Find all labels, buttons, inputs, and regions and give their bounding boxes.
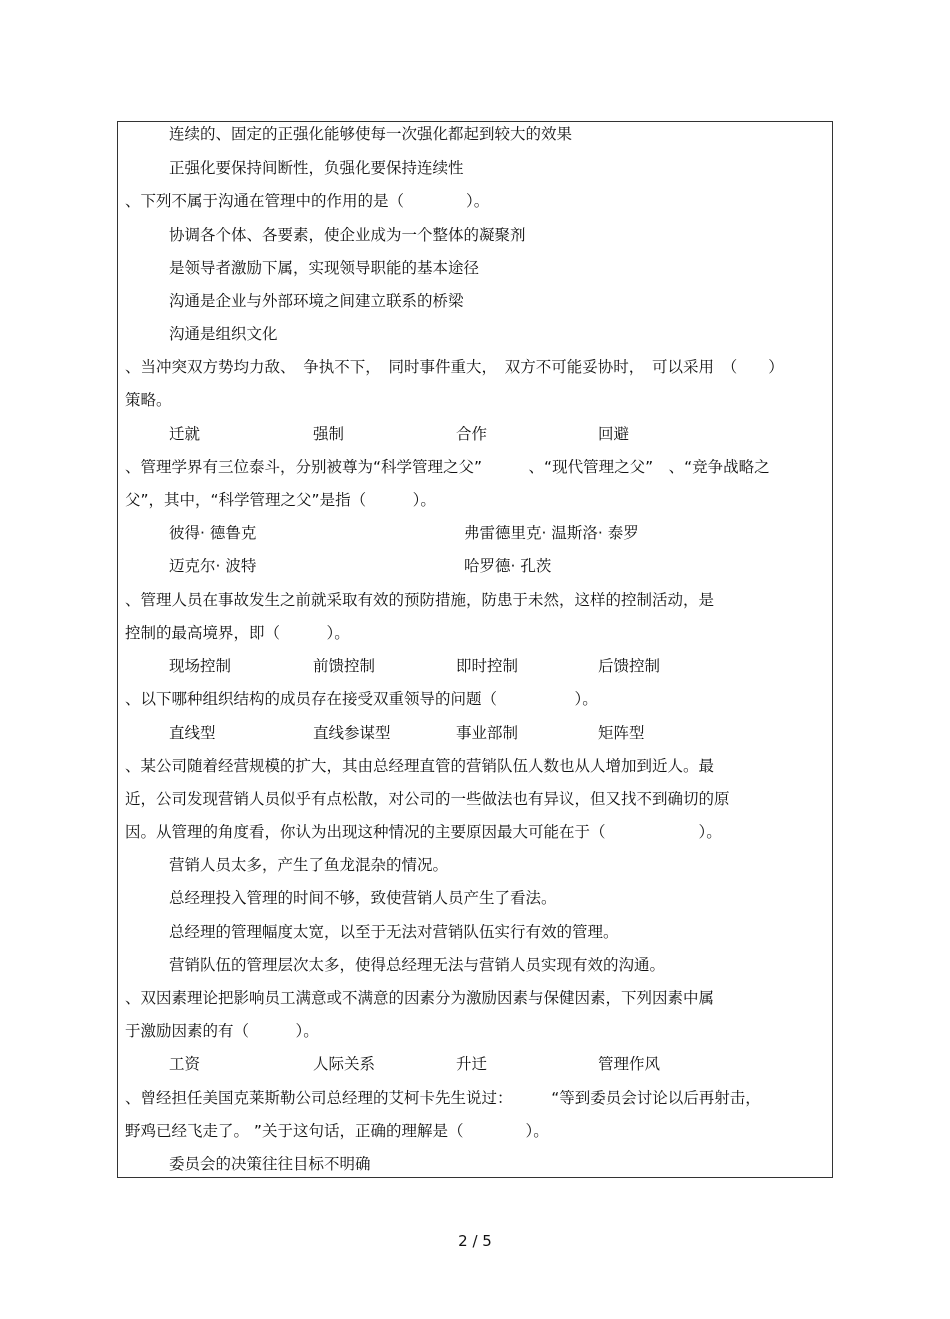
option-text: 正强化要保持间断性，负强化要保持连续性 bbox=[169, 159, 464, 177]
page-frame bbox=[117, 121, 833, 1178]
option-text: 回避 bbox=[598, 425, 630, 443]
option-text: 营销人员太多，产生了鱼龙混杂的情况。 bbox=[169, 856, 449, 874]
option-text: 委员会的决策往往目标不明确 bbox=[169, 1155, 371, 1173]
option-text: 营销队伍的管理层次太多，使得总经理无法与营销人员实现有效的沟通。 bbox=[169, 956, 666, 974]
option-text: 强制 bbox=[313, 425, 345, 443]
question-text: 、某公司随着经营规模的扩大，其由总经理直管的营销队伍人数也从人增加到近人。最 bbox=[125, 757, 715, 775]
option-text: 迈克尔· 波特 bbox=[169, 557, 257, 575]
question-text: 野鸡已经飞走了。 ”关于这句话，正确的理解是（ ）。 bbox=[125, 1122, 549, 1140]
question-text: 、下列不属于沟通在管理中的作用的是（ ）。 bbox=[125, 192, 490, 210]
option-text: 升迁 bbox=[456, 1055, 488, 1073]
question-text: 、以下哪种组织结构的成员存在接受双重领导的问题（ ）。 bbox=[125, 690, 598, 708]
question-text: 父”，其中，“科学管理之父”是指（ ）。 bbox=[125, 491, 436, 509]
option-text: 后馈控制 bbox=[598, 657, 661, 675]
option-text: 即时控制 bbox=[456, 657, 519, 675]
option-text: 总经理投入管理的时间不够，致使营销人员产生了看法。 bbox=[169, 889, 557, 907]
option-text: 直线型 bbox=[169, 724, 216, 742]
option-text: 总经理的管理幅度太宽，以至于无法对营销队伍实行有效的管理。 bbox=[169, 923, 619, 941]
option-text: 矩阵型 bbox=[598, 724, 645, 742]
question-text: 控制的最高境界，即（ ）。 bbox=[125, 624, 350, 642]
question-text: 、管理人员在事故发生之前就采取有效的预防措施，防患于未然，这样的控制活动，是 bbox=[125, 591, 715, 609]
option-text: 事业部制 bbox=[456, 724, 519, 742]
option-text: 工资 bbox=[169, 1055, 201, 1073]
page-number: 2 / 5 bbox=[458, 1232, 492, 1250]
question-text: 、双因素理论把影响员工满意或不满意的因素分为激励因素与保健因素，下列因素中属 bbox=[125, 989, 715, 1007]
question-text: 、当冲突双方势均力敌、 争执不下， 同时事件重大， 双方不可能妥协时， 可以采用 （ ） bbox=[125, 358, 784, 376]
option-text: 弗雷德里克· 温斯洛· 泰罗 bbox=[464, 524, 639, 542]
question-text: 策略。 bbox=[125, 391, 172, 409]
question-text: 于激励因素的有（ ）。 bbox=[125, 1022, 319, 1040]
option-text: 合作 bbox=[456, 425, 488, 443]
option-text: 是领导者激励下属，实现领导职能的基本途径 bbox=[169, 259, 480, 277]
option-text: 现场控制 bbox=[169, 657, 232, 675]
question-text: 近，公司发现营销人员似乎有点松散，对公司的一些做法也有异议，但又找不到确切的原 bbox=[125, 790, 730, 808]
question-text: 因。从管理的角度看，你认为出现这种情况的主要原因最大可能在于（ ）。 bbox=[125, 823, 722, 841]
option-text: 人际关系 bbox=[313, 1055, 376, 1073]
option-text: 沟通是组织文化 bbox=[169, 325, 278, 343]
option-text: 协调各个体、各要素，使企业成为一个整体的凝聚剂 bbox=[169, 226, 526, 244]
option-text: 彼得· 德鲁克 bbox=[169, 524, 257, 542]
question-text: 、曾经担任美国克莱斯勒公司总经理的艾柯卡先生说过： “等到委员会讨论以后再射击， bbox=[125, 1089, 761, 1107]
option-text: 迁就 bbox=[169, 425, 201, 443]
option-text: 沟通是企业与外部环境之间建立联系的桥梁 bbox=[169, 292, 464, 310]
option-text: 直线参谋型 bbox=[313, 724, 391, 742]
question-text: 、管理学界有三位泰斗，分别被尊为“科学管理之父” 、“现代管理之父” 、“竞争战略之 bbox=[125, 458, 770, 476]
option-text: 连续的、固定的正强化能够使每一次强化都起到较大的效果 bbox=[169, 125, 573, 143]
option-text: 哈罗德· 孔茨 bbox=[464, 557, 552, 575]
option-text: 前馈控制 bbox=[313, 657, 376, 675]
option-text: 管理作风 bbox=[598, 1055, 661, 1073]
